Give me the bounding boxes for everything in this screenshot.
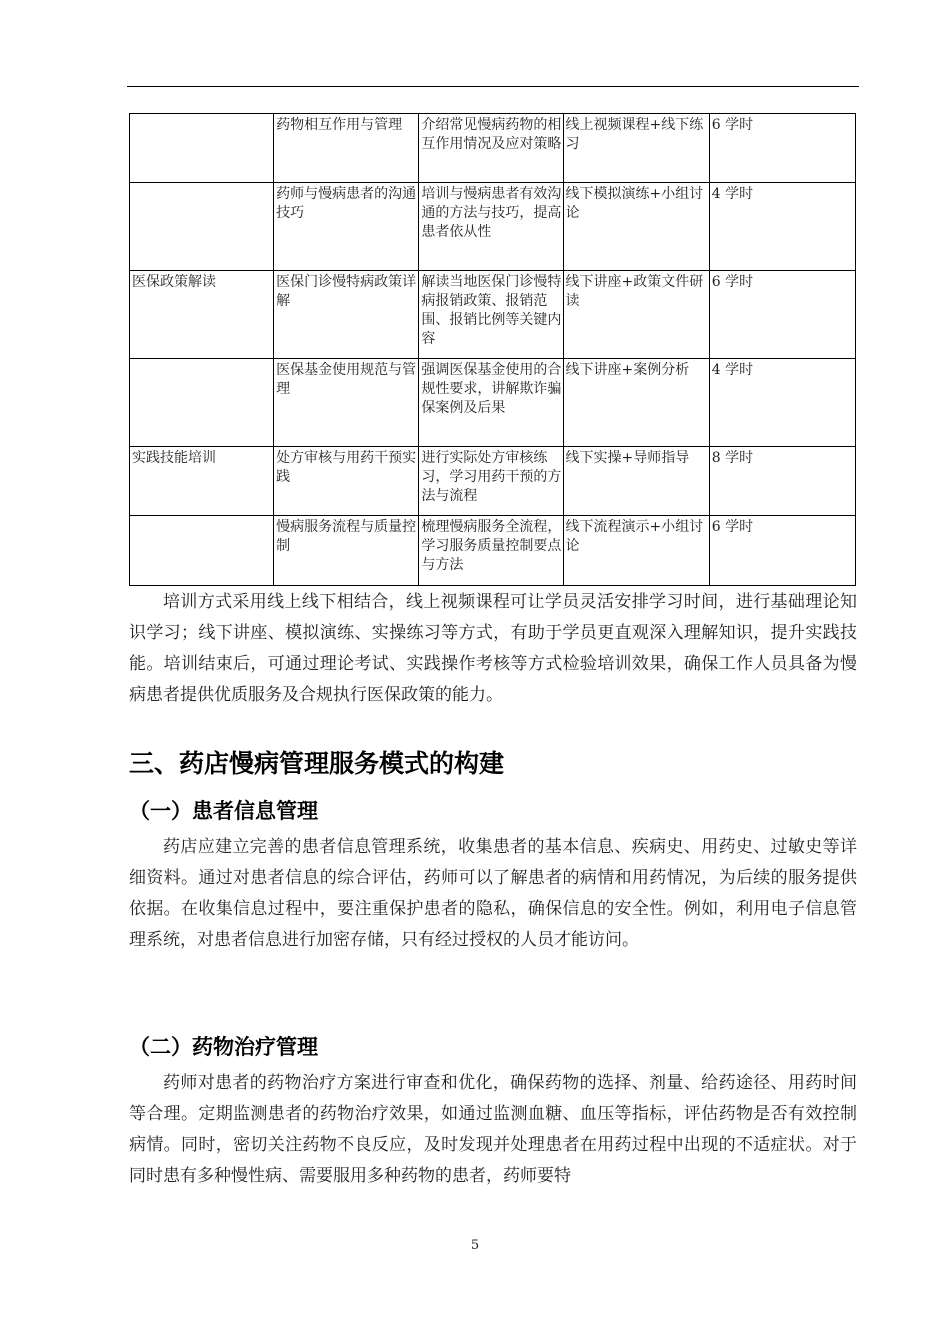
table-cell — [130, 516, 274, 586]
table-cell: 药物相互作用与管理 — [274, 114, 419, 183]
table-cell: 强调医保基金使用的合规性要求，讲解欺诈骗保案例及后果 — [419, 359, 563, 447]
subsection-2-heading: （二）药物治疗管理 — [129, 1035, 318, 1059]
table-row — [130, 447, 856, 516]
table-cell: 进行实际处方审核练习，学习用药干预的方法与流程 — [419, 447, 563, 516]
table-cell: 4 学时 — [709, 183, 855, 271]
page-number: 5 — [470, 1238, 480, 1253]
subsection-1-heading: （一）患者信息管理 — [129, 799, 318, 823]
table-cell: 4 学时 — [709, 359, 855, 447]
table-cell: 实践技能培训 — [130, 447, 274, 516]
table-cell: 培训与慢病患者有效沟通的方法与技巧，提高患者依从性 — [419, 183, 563, 271]
table-cell: 医保政策解读 — [130, 271, 274, 359]
table-cell — [130, 183, 274, 271]
section-3-heading: 三、药店慢病管理服务模式的构建 — [129, 749, 505, 778]
table-cell: 医保门诊慢特病政策详解 — [274, 271, 419, 359]
table-cell: 线下讲座+政策文件研读 — [563, 271, 709, 359]
training-table — [129, 113, 856, 586]
table-cell: 慢病服务流程与质量控制 — [274, 516, 419, 586]
subsection-1-paragraph: 药店应建立完善的患者信息管理系统，收集患者的基本信息、疾病史、用药史、过敏史等详细资料。通过对患者信息的综合评估，药师可以了解患者的病情和用药情况，为后续的服务提供依据。在收集信息过程中，要注重保护患者的隐私，确保信息的安全性。例如，利用电子信息管理系统，对患者信息进行加密存储，只有经过授权的人员才能访问。 — [129, 837, 857, 950]
table-cell: 6 学时 — [709, 114, 855, 183]
table-cell: 药师与慢病患者的沟通技巧 — [274, 183, 419, 271]
table-row — [130, 183, 856, 271]
table-row — [130, 359, 856, 447]
table-cell: 解读当地医保门诊慢特病报销政策、报销范围、报销比例等关键内容 — [419, 271, 563, 359]
training-method-paragraph: 培训方式采用线上线下相结合，线上视频课程可让学员灵活安排学习时间，进行基础理论知识学习；线下讲座、模拟演练、实操练习等方式，有助于学员更直观深入理解知识，提升实践技能。培训结束后，可通过理论考试、实践操作考核等方式检验培训效果，确保工作人员具备为慢病患者提供优质服务及合规执行医保政策的能力。 — [129, 592, 857, 705]
table-cell: 介绍常见慢病药物的相互作用情况及应对策略 — [419, 114, 563, 183]
table-cell — [130, 359, 274, 447]
table-cell: 线下讲座+案例分析 — [563, 359, 709, 447]
table-cell: 线下实操+导师指导 — [563, 447, 709, 516]
table-cell: 线上视频课程+线下练习 — [563, 114, 709, 183]
table-cell: 线下模拟演练+小组讨论 — [563, 183, 709, 271]
table-cell: 线下流程演示+小组讨论 — [563, 516, 709, 586]
table-cell: 6 学时 — [709, 271, 855, 359]
table-cell: 梳理慢病服务全流程，学习服务质量控制要点与方法 — [419, 516, 563, 586]
table-cell — [130, 114, 274, 183]
table-cell: 6 学时 — [709, 516, 855, 586]
table-row — [130, 516, 856, 586]
table-row — [130, 271, 856, 359]
subsection-2-paragraph: 药师对患者的药物治疗方案进行审查和优化，确保药物的选择、剂量、给药途径、用药时间等合理。定期监测患者的药物治疗效果，如通过监测血糖、血压等指标，评估药物是否有效控制病情。同时，密切关注药物不良反应，及时发现并处理患者在用药过程中出现的不适症状。对于同时患有多种慢性病、需要服用多种药物的患者，药师要特 — [129, 1073, 857, 1186]
header-rule — [127, 86, 859, 87]
table-row — [130, 114, 856, 183]
table-cell: 处方审核与用药干预实践 — [274, 447, 419, 516]
table-cell: 医保基金使用规范与管理 — [274, 359, 419, 447]
table-cell: 8 学时 — [709, 447, 855, 516]
